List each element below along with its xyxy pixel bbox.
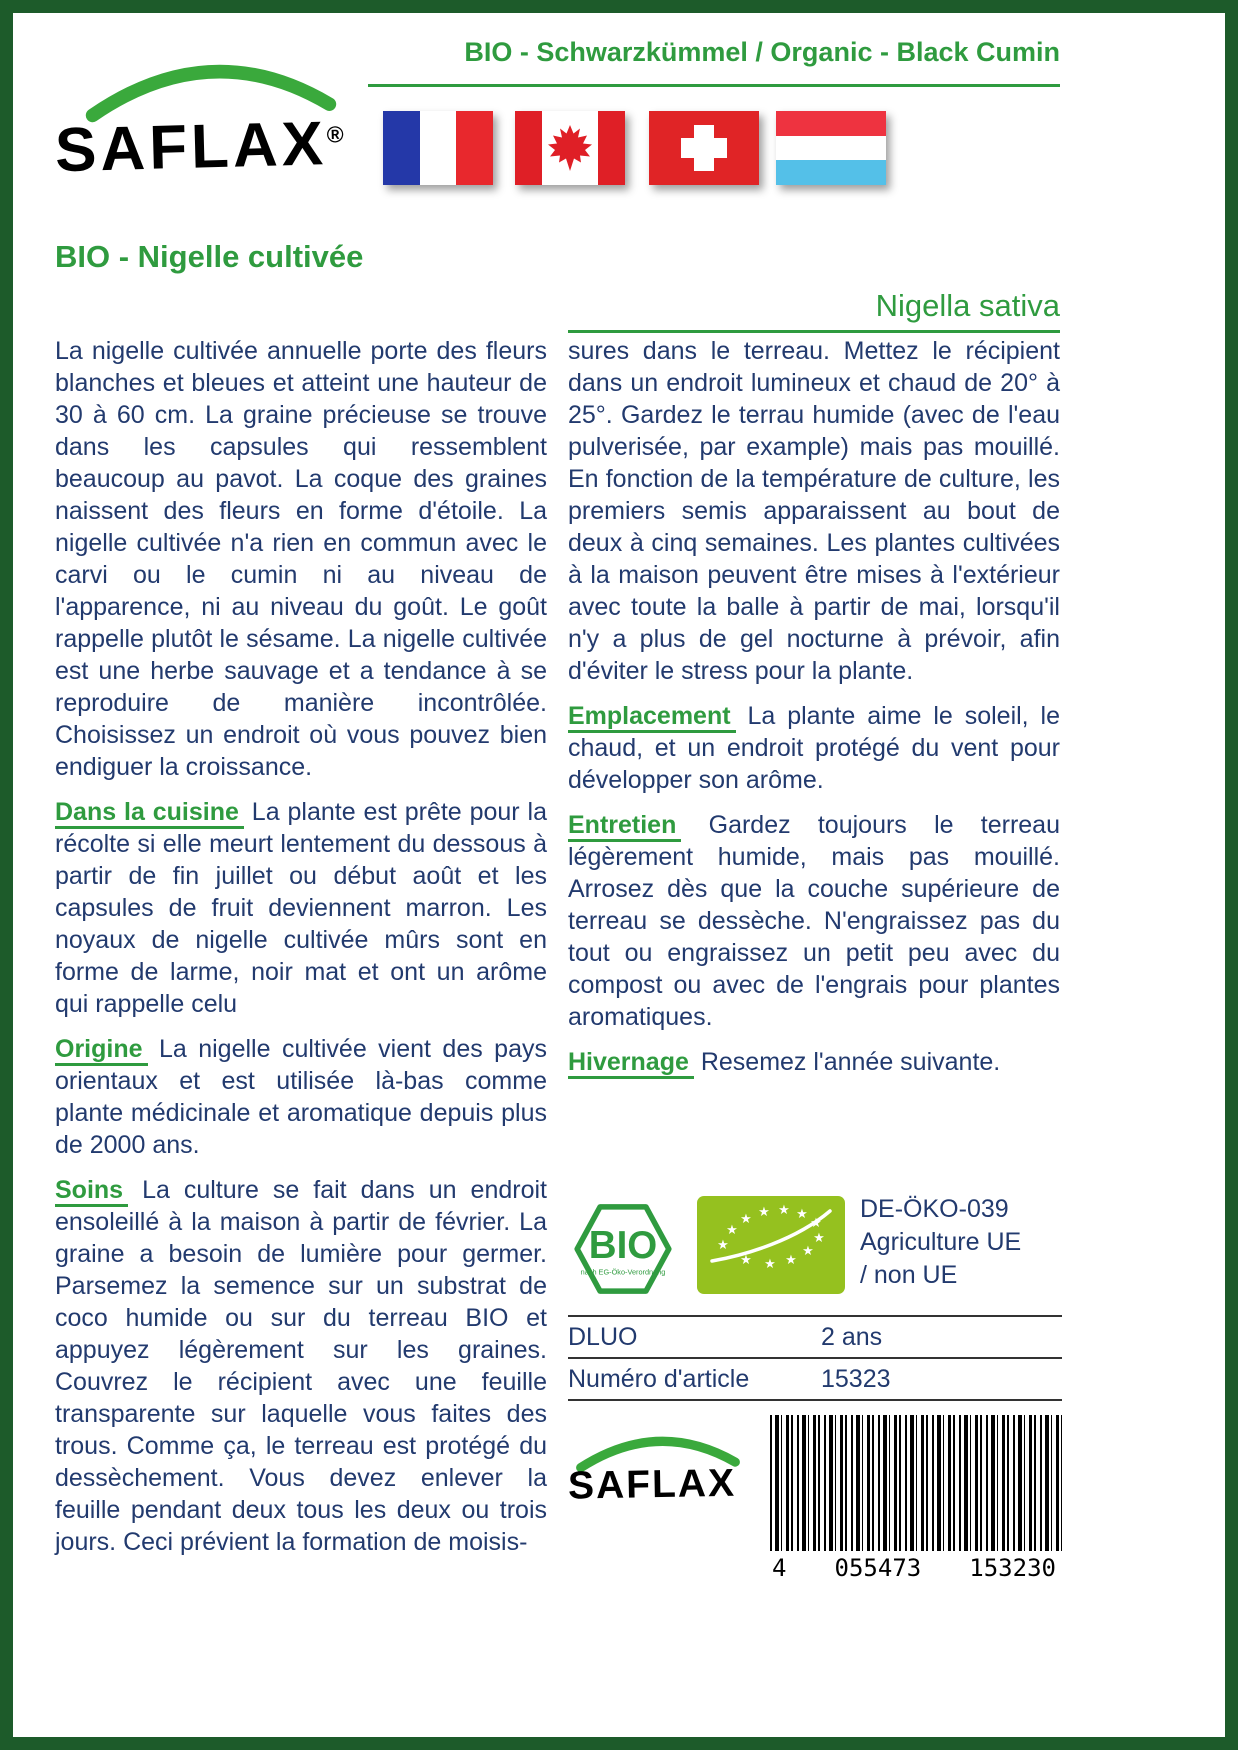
barcode-digit-group: 4 xyxy=(772,1554,787,1582)
flag-stripe xyxy=(776,111,886,136)
agriculture-origin: Agriculture UE xyxy=(860,1228,1022,1256)
section-text: La nigelle cultivée vient des pays orientaux et est utilisée là-bas comme plante médicinale et aromatique depuis plus de 2000 ans. xyxy=(55,1035,547,1159)
flag-stripe xyxy=(515,111,542,185)
section-heading: Dans la cuisine xyxy=(55,798,244,829)
flag-stripe xyxy=(598,111,625,185)
bio-seal-subtext: nach EG-Öko-Verordnung xyxy=(580,1267,666,1277)
barcode xyxy=(770,1415,1062,1582)
intro-paragraph: La nigelle cultivée annuelle porte des fleurs blanches et bleues et atteint une hauteur de 30 à 60 cm. La graine précieuse se trouve dans les capsules qui ressemblent beaucoup au pavot. La coque des graines naissent des fleurs en forme d'étoile. La nigelle cultivée n'a rien en commun avec le carvi ou le cumin ni au niveau de l'apparence, ni au niveau du goût. Le goût rappelle plutôt le sésame. La nigelle cultivée est une herbe sauvage et a tendance à se reproduire de manière incontrôlée. Choisissez un endroit où vous pouvez bien endiguer la croissance. xyxy=(55,337,547,781)
flag-canada-icon xyxy=(515,111,625,185)
product-info-table xyxy=(568,1315,1062,1401)
certification-footer xyxy=(568,1415,1062,1582)
footer-logo-text: SAFLAX xyxy=(567,1461,737,1508)
row-label: Numéro d'article xyxy=(568,1364,750,1393)
section-heading: Origine xyxy=(55,1035,148,1066)
section-text: Resemez l'année suivante. xyxy=(700,1048,1001,1076)
flag-stripe xyxy=(776,136,886,161)
row-label: DLUO xyxy=(568,1322,638,1351)
eu-organic-logo-icon xyxy=(696,1195,846,1295)
swiss-cross-icon xyxy=(681,138,727,158)
maple-leaf-icon xyxy=(542,111,598,185)
svg-text:★: ★ xyxy=(758,1205,770,1220)
section-soins xyxy=(55,1174,547,1558)
svg-text:★: ★ xyxy=(802,1244,814,1259)
svg-text:★: ★ xyxy=(810,1216,822,1231)
svg-text:★: ★ xyxy=(764,1257,776,1272)
barcode-digits xyxy=(770,1551,1062,1582)
certification-logos xyxy=(568,1191,1062,1307)
left-column xyxy=(55,335,547,1571)
logo-wordmark: SAFLAX xyxy=(54,109,328,186)
row-value: 15323 xyxy=(821,1364,891,1393)
certification-text xyxy=(860,1193,1021,1292)
table-row xyxy=(568,1317,1062,1359)
registered-mark: ® xyxy=(326,120,349,148)
flag-stripe xyxy=(383,111,420,185)
svg-text:★: ★ xyxy=(740,1253,752,1268)
right-column xyxy=(568,335,1060,1091)
eco-control-code: DE-ÖKO-039 xyxy=(860,1195,1009,1223)
section-heading: Entretien xyxy=(568,811,681,842)
product-header: BIO - Schwarzkümmel / Organic - Black Cumin xyxy=(464,37,1060,67)
barcode-digit-group: 055473 xyxy=(834,1554,922,1582)
row-value: 2 ans xyxy=(821,1322,883,1351)
saflax-footer-logo xyxy=(568,1429,756,1507)
svg-text:★: ★ xyxy=(717,1238,729,1253)
section-text: La plante aime le soleil, le chaud, et un endroit protégé du vent pour développer son arôme. xyxy=(568,702,1060,794)
svg-text:★: ★ xyxy=(778,1203,790,1218)
certification-block xyxy=(568,1191,1062,1582)
table-row xyxy=(568,1359,1062,1401)
barcode-bars xyxy=(770,1415,1062,1551)
section-dans-la-cuisine xyxy=(55,796,547,1020)
bio-seal-icon xyxy=(568,1191,678,1307)
svg-text:★: ★ xyxy=(726,1223,738,1238)
logo-text xyxy=(54,107,382,187)
section-heading: Emplacement xyxy=(568,702,736,733)
flag-france-icon xyxy=(383,111,493,185)
section-text: Gardez toujours le terreau légèrement humide, mais pas mouillé. Arrosez dès que la couche supérieure de terreau se dessèche. N'engraissez pas du tout ou engraissez un petit peu avec du compost ou avec de l'engrais pour plantes aromatiques. xyxy=(568,811,1060,1031)
svg-text:★: ★ xyxy=(785,1253,797,1268)
latin-name-divider xyxy=(568,330,1060,333)
header-divider xyxy=(368,84,1060,87)
page-title: BIO - Nigelle cultivée xyxy=(55,239,364,274)
section-hivernage xyxy=(568,1046,1060,1078)
barcode-digit-group: 153230 xyxy=(969,1554,1056,1582)
agriculture-origin-2: / non UE xyxy=(860,1261,958,1289)
flag-luxembourg-icon xyxy=(776,111,886,185)
soins-continuation-paragraph: sures dans le terreau. Mettez le récipient dans un endroit lumineux et chaud de 20° à 25°. Gardez le terrau humide (avec de l'eau pulverisée, par example) mais pas mouillé. En fonction de la température de culture, les premiers semis apparaissent au bout de deux à cinq semaines. Les plantes cultivées à la maison peuvent être mises à l'extérieur avec toute la balle à partir de mai, lorsqu'il n'y a plus de gel nocturne à prévoir, afin d'éviter le stress pour la plante. xyxy=(568,337,1060,685)
section-text: La plante est prête pour la récolte si elle meurt lentement du dessous à partir de fin juillet ou début août et les capsules de fruit deviennent marron. Les noyaux de nigelle cultivée mûrs sont en forme de larme, noir mat et ont un arôme qui rappelle celu xyxy=(55,798,547,1018)
latin-name: Nigella sativa xyxy=(875,288,1060,323)
section-entretien xyxy=(568,809,1060,1033)
flag-stripe xyxy=(776,160,886,185)
bio-seal-label: BIO xyxy=(588,1224,658,1268)
flag-stripe xyxy=(456,111,493,185)
flag-switzerland-icon xyxy=(649,111,759,185)
section-heading: Soins xyxy=(55,1176,128,1207)
section-heading: Hivernage xyxy=(568,1048,694,1079)
svg-text:★: ★ xyxy=(740,1212,752,1227)
section-text: La culture se fait dans un endroit ensoleillé à la maison à partir de février. La graine a besoin de lumière pour germer. Parsemez la semence sur un substrat de coco humide ou sur du terreau BIO et appuyez légèrement sur les graines. Couvrez le récipient avec une feuille transparente sur laquelle vous faites des trous. Comme ça, le terreau est protégé du dessèchement. Vous devez enlever la feuille pendant deux tous les deux ou trois jours. Ceci prévient la formation de moisis- xyxy=(55,1176,547,1556)
svg-text:★: ★ xyxy=(813,1231,825,1246)
section-emplacement xyxy=(568,700,1060,796)
flag-stripe xyxy=(420,111,457,185)
section-origine xyxy=(55,1033,547,1161)
saflax-logo xyxy=(54,53,381,186)
svg-text:★: ★ xyxy=(796,1207,808,1222)
